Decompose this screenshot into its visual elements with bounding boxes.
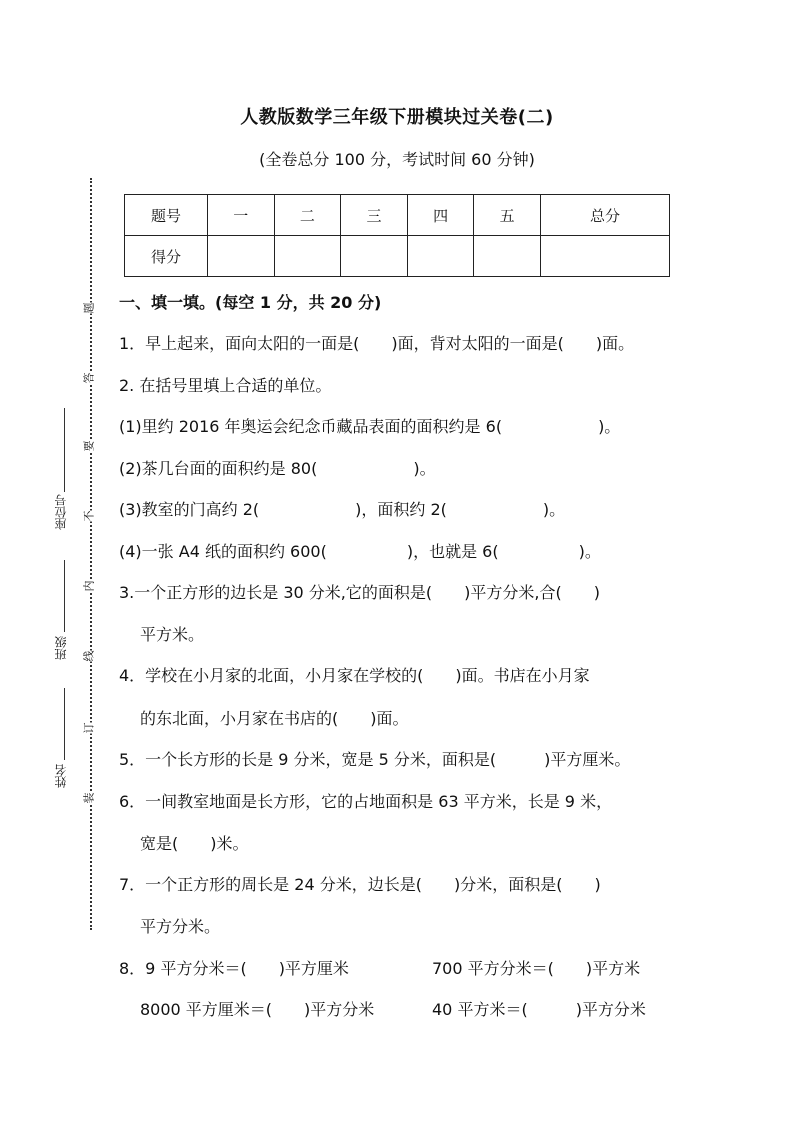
binding-char: 订 (82, 722, 96, 734)
table-header-cell: 五 (474, 195, 541, 236)
score-cell[interactable] (208, 236, 275, 277)
table-header-cell: 四 (407, 195, 474, 236)
table-header-cell: 总分 (540, 195, 669, 236)
question-7-cont: 平方分米。 (140, 917, 221, 936)
table-row (125, 195, 670, 236)
question-2: 2. 在括号里填上合适的单位。 (119, 376, 332, 395)
question-4-cont: 的东北面，小月家在书店的( )面。 (140, 709, 409, 728)
question-2-1: (1)里约 2016 年奥运会纪念币藏品表面的面积约是 6( )。 (119, 417, 621, 436)
question-1: 1．早上起来，面向太阳的一面是( )面，背对太阳的一面是( )面。 (119, 334, 635, 353)
binding-char: 装 (82, 792, 96, 804)
question-8-a1: 8．9 平方分米＝( )平方厘米 (119, 959, 349, 978)
question-3-cont: 平方米。 (140, 625, 205, 644)
question-2-3: (3)教室的门高约 2( )，面积约 2( )。 (119, 500, 566, 519)
binding-char: 线 (82, 650, 96, 662)
question-2-4: (4)一张 A4 纸的面积约 600( )，也就是 6( )。 (119, 542, 601, 561)
binding-char: 答 (82, 372, 96, 384)
binding-char: 不 (82, 510, 96, 522)
name-field[interactable] (64, 688, 65, 760)
score-cell[interactable] (274, 236, 341, 277)
binding-dotted-line (90, 178, 92, 930)
question-7: 7．一个正方形的周长是 24 分米，边长是( )分米，面积是( ) (119, 875, 601, 894)
table-row (125, 236, 670, 277)
class-field[interactable] (64, 560, 65, 632)
table-header-cell: 一 (208, 195, 275, 236)
question-6-cont: 宽是( )米。 (140, 834, 249, 853)
score-cell[interactable] (540, 236, 669, 277)
class-label: 班级 (54, 636, 68, 660)
table-header-cell: 三 (341, 195, 408, 236)
question-6: 6．一间教室地面是长方形，它的占地面积是 63 平方米，长是 9 米， (119, 792, 613, 811)
question-8-b1: 8000 平方厘米＝( )平方分米 (140, 1000, 375, 1019)
page-subtitle: (全卷总分 100 分，考试时间 60 分钟) (259, 150, 535, 169)
binding-char: 要 (82, 440, 96, 452)
seat-label: 座位号 (54, 494, 68, 530)
binding-char: 题 (82, 302, 96, 314)
question-4: 4．学校在小月家的北面，小月家在学校的( )面。书店在小月家 (119, 666, 590, 685)
score-table (124, 194, 670, 277)
name-label: 姓名 (54, 764, 68, 788)
table-header-cell: 题号 (125, 195, 208, 236)
question-8-b2: 40 平方米＝( )平方分米 (432, 1000, 646, 1019)
score-cell[interactable] (341, 236, 408, 277)
table-header-cell: 二 (274, 195, 341, 236)
seat-field[interactable] (64, 408, 65, 492)
score-row-label: 得分 (125, 236, 208, 277)
score-cell[interactable] (474, 236, 541, 277)
page-title: 人教版数学三年级下册模块过关卷(二) (240, 107, 554, 128)
question-8-a2: 700 平方分米＝( )平方米 (432, 959, 641, 978)
question-3: 3.一个正方形的边长是 30 分米,它的面积是( )平方分米,合( ) (119, 583, 600, 602)
section-heading: 一、填一填。(每空 1 分，共 20 分) (119, 293, 382, 312)
question-5: 5．一个长方形的长是 9 分米，宽是 5 分米，面积是( )平方厘米。 (119, 750, 631, 769)
score-cell[interactable] (407, 236, 474, 277)
question-2-2: (2)茶几台面的面积约是 80( )。 (119, 459, 436, 478)
binding-char: 内 (82, 580, 96, 592)
